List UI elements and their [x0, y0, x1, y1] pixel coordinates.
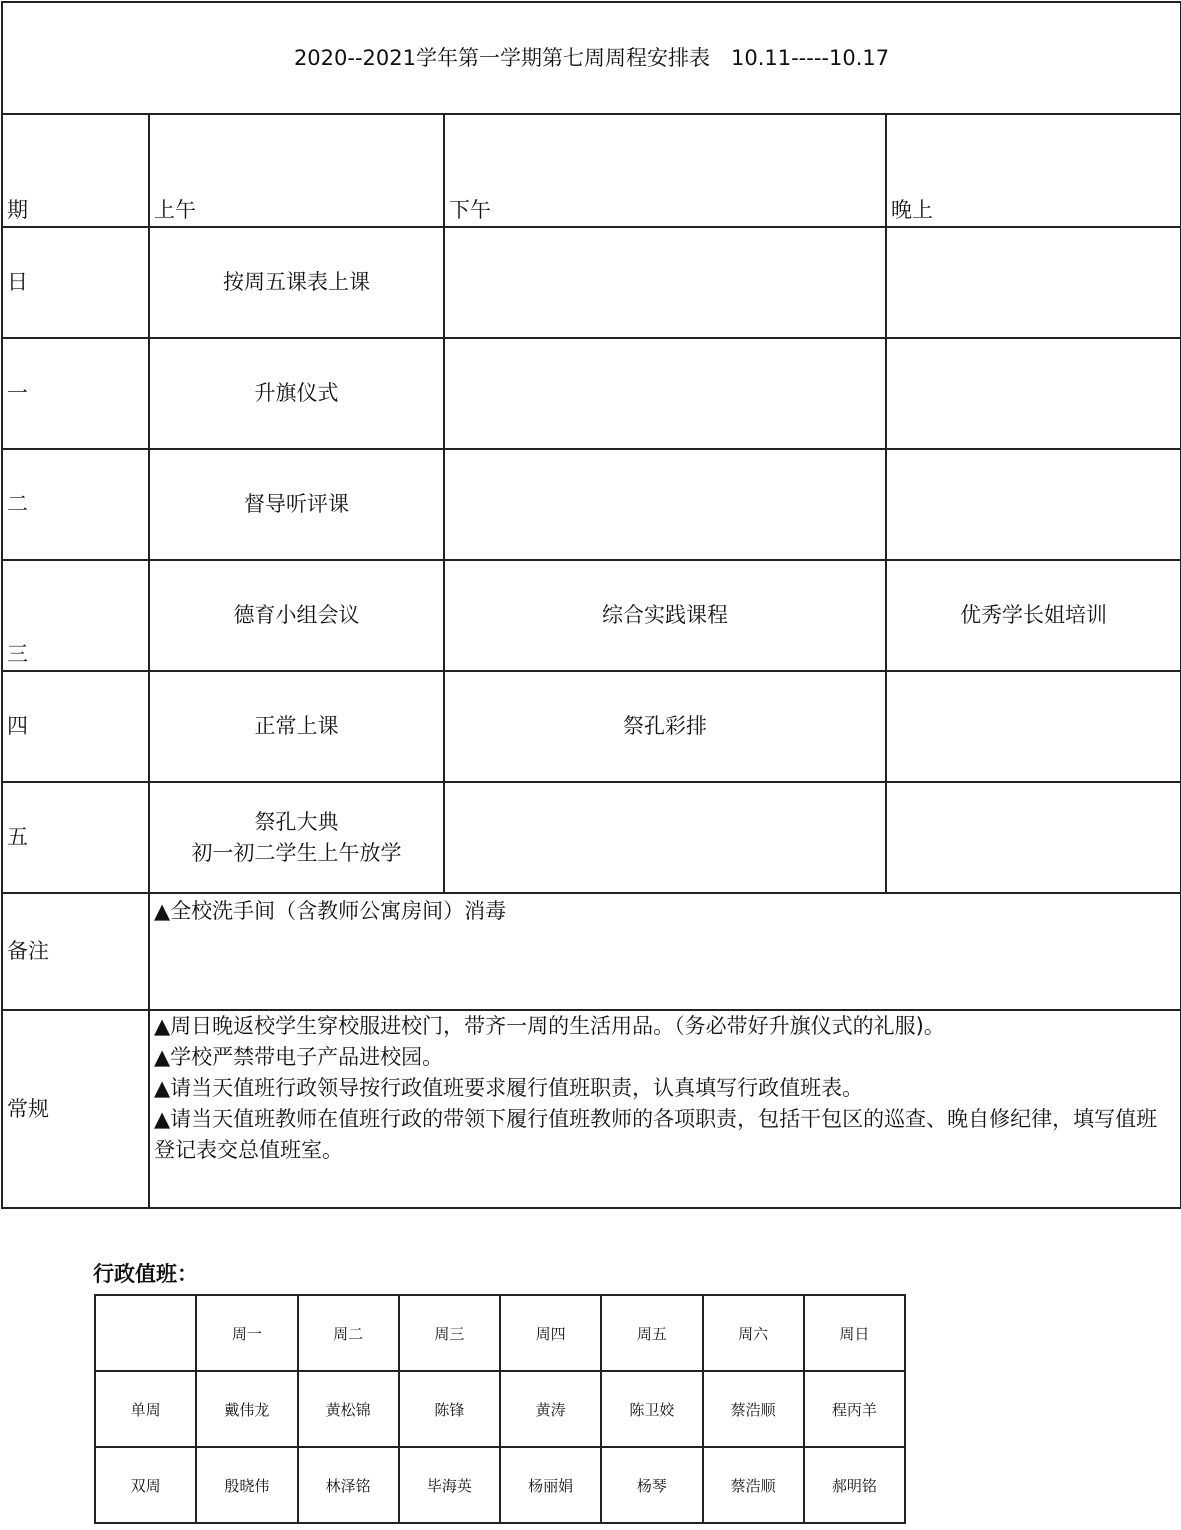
duty-roster-table — [94, 1294, 906, 1524]
evening-cell — [886, 671, 1181, 782]
duty-week-label: 单周 — [95, 1371, 196, 1447]
evening-cell — [886, 227, 1181, 338]
duty-name-cell: 陈锋 — [399, 1371, 500, 1447]
notes-row — [2, 893, 1181, 1010]
afternoon-cell: 祭孔彩排 — [444, 671, 886, 782]
duty-name-cell: 黄涛 — [500, 1371, 601, 1447]
evening-cell: 优秀学长姐培训 — [886, 560, 1181, 671]
notes-label: 备注 — [2, 893, 149, 1010]
day-label: 一 — [2, 338, 149, 449]
duty-header-cell: 周日 — [804, 1295, 905, 1371]
day-row-thursday — [2, 671, 1181, 782]
day-label: 二 — [2, 449, 149, 560]
afternoon-cell — [444, 338, 886, 449]
duty-name-cell: 杨琴 — [601, 1447, 702, 1523]
duty-name-cell: 黄松锦 — [298, 1371, 399, 1447]
afternoon-cell: 综合实践课程 — [444, 560, 886, 671]
day-row-tuesday — [2, 449, 1181, 560]
rules-label: 常规 — [2, 1010, 149, 1208]
rule-item: ▲请当天值班教师在值班行政的带领下履行值班教师的各项职责，包括干包区的巡查、晚自修纪律，填写值班登记表交总值班室。 — [154, 1107, 1158, 1162]
duty-header-cell: 周二 — [298, 1295, 399, 1371]
notes-text: ▲全校洗手间（含教师公寓房间）消毒 — [149, 893, 1181, 1010]
header-afternoon: 下午 — [444, 114, 886, 227]
header-row — [2, 114, 1181, 227]
evening-cell — [886, 782, 1181, 893]
duty-header-cell: 周五 — [601, 1295, 702, 1371]
duty-header-cell: 周一 — [196, 1295, 297, 1371]
duty-header-cell: 周六 — [703, 1295, 804, 1371]
morning-cell: 督导听评课 — [149, 449, 444, 560]
duty-name-cell: 蔡浩顺 — [703, 1447, 804, 1523]
morning-cell: 按周五课表上课 — [149, 227, 444, 338]
evening-cell — [886, 449, 1181, 560]
duty-section-title: 行政值班： — [93, 1262, 198, 1286]
morning-cell — [149, 782, 444, 893]
morning-cell: 正常上课 — [149, 671, 444, 782]
day-row-friday — [2, 782, 1181, 893]
duty-header-cell: 周四 — [500, 1295, 601, 1371]
duty-row-even-week — [95, 1447, 905, 1523]
duty-header-cell: 周三 — [399, 1295, 500, 1371]
rule-item: ▲学校严禁带电子产品进校园。 — [154, 1045, 444, 1069]
evening-cell — [886, 338, 1181, 449]
duty-row-odd-week — [95, 1371, 905, 1447]
morning-line: 祭孔大典 — [254, 809, 339, 834]
duty-name-cell: 蔡浩顺 — [703, 1371, 804, 1447]
afternoon-cell — [444, 227, 886, 338]
duty-name-cell: 郝明铭 — [804, 1447, 905, 1523]
duty-name-cell: 戴伟龙 — [196, 1371, 297, 1447]
day-label: 四 — [2, 671, 149, 782]
schedule-title: 2020--2021学年第一学期第七周周程安排表 10.11-----10.17 — [2, 2, 1181, 114]
header-evening: 晚上 — [886, 114, 1181, 227]
afternoon-cell — [444, 449, 886, 560]
morning-line: 初一初二学生上午放学 — [191, 840, 402, 865]
day-row-wednesday — [2, 560, 1181, 671]
duty-header-row — [95, 1295, 905, 1371]
duty-name-cell: 林泽铭 — [298, 1447, 399, 1523]
header-morning: 上午 — [149, 114, 444, 227]
duty-header-cell — [95, 1295, 196, 1371]
afternoon-cell — [444, 782, 886, 893]
rule-item: ▲请当天值班行政领导按行政值班要求履行值班职责，认真填写行政值班表。 — [154, 1076, 864, 1100]
day-label: 日 — [2, 227, 149, 338]
weekly-schedule-table — [1, 1, 1181, 1209]
header-day: 期 — [2, 114, 149, 227]
rules-row — [2, 1010, 1181, 1208]
morning-cell: 升旗仪式 — [149, 338, 444, 449]
day-label: 五 — [2, 782, 149, 893]
duty-week-label: 双周 — [95, 1447, 196, 1523]
day-row-sunday — [2, 227, 1181, 338]
duty-name-cell: 陈卫姣 — [601, 1371, 702, 1447]
rule-item: ▲周日晚返校学生穿校服进校门，带齐一周的生活用品。（务必带好升旗仪式的礼服)。 — [154, 1014, 945, 1038]
duty-name-cell: 殷晓伟 — [196, 1447, 297, 1523]
duty-name-cell: 杨丽娟 — [500, 1447, 601, 1523]
rules-content — [149, 1010, 1181, 1208]
day-label: 三 — [2, 560, 149, 671]
duty-name-cell: 程丙羊 — [804, 1371, 905, 1447]
duty-name-cell: 毕海英 — [399, 1447, 500, 1523]
morning-cell: 德育小组会议 — [149, 560, 444, 671]
day-row-monday — [2, 338, 1181, 449]
